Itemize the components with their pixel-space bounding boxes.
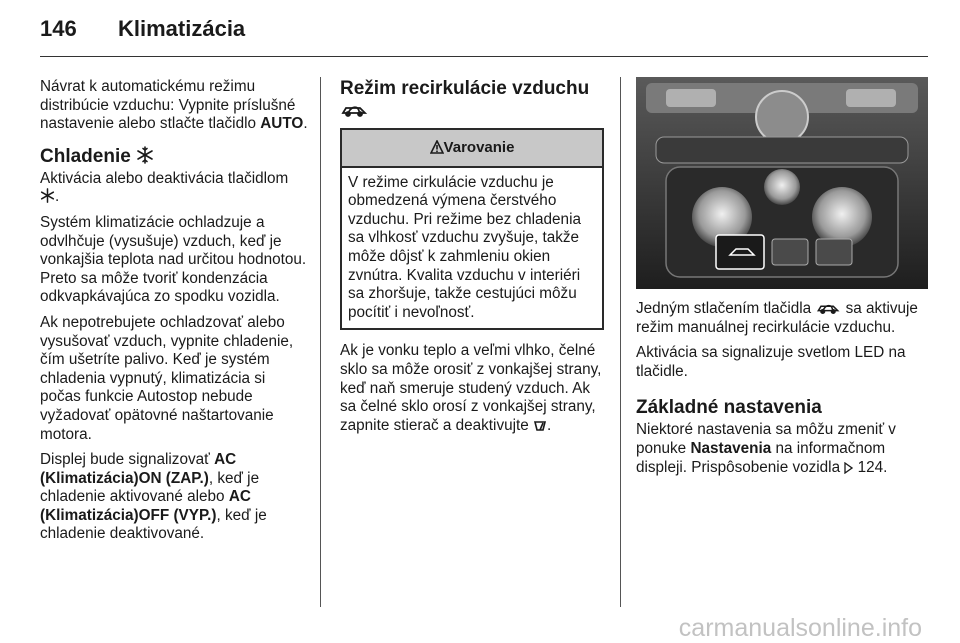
cooling-toggle-text: Aktivácia alebo deaktivácia tlačidlom .	[40, 169, 289, 206]
intro-paragraph: Návrat k automatickému režimu distribúcie vzduchu: Vypnite príslušné nastavenie alebo stlačte tlačidlo AUTO.	[40, 78, 308, 133]
cooling-heading: Chladenie	[40, 146, 308, 168]
watermark: carmanualsonline.info	[678, 614, 922, 642]
fogging-paragraph: Ak je vonku teplo a veľmi vlhko, čelné sklo sa môže orosiť z vonkajšej strany, keď naň smeruje studený vzduch. Ak sa čelné sklo orosí z vonkajšej strany, zapnite stierač a deaktivujte .	[340, 342, 602, 434]
warning-header: Varovanie	[342, 130, 602, 168]
basic-settings-heading: Základné nastavenia	[636, 397, 822, 419]
cooling-paragraph: Ak nepotrebujete ochladzovať alebo vysušovať vzduch, vypnite chladenie, čím ušetríte palivo. Keď je systém chladenia vypnutý, klimatizácia si počas funkcie Autostop nebude vyžadovať opätovné naštartovanie motora.	[40, 313, 294, 443]
page-number: 146	[40, 16, 77, 41]
car-recirculation-icon	[340, 102, 368, 118]
snowflake-icon	[136, 146, 154, 164]
recirculation-paragraph: Jedným stlačením tlačidla sa aktivuje režim manuálnej recirkulácie vzduchu.	[636, 300, 918, 336]
column-divider	[620, 77, 621, 607]
display-paragraph: Displej bude signalizovať AC (Klimatizácia)ON (ZAP.), keď je chladenie aktivované alebo AC (Klimatizácia)OFF (VYP.), keď je chladenie deaktivované.	[40, 451, 267, 543]
cooling-paragraph: Systém klimatizácie ochladzuje a odvlhčuje (vysušuje) vzduch, keď je vonkajšia teplota nad určitou hodnotou. Preto sa môže tvoriť kondenzácia odkvapkávajúca zo spodku vozidla.	[40, 213, 307, 306]
column-right	[636, 300, 928, 484]
reference-arrow-icon	[844, 462, 853, 474]
header-rule	[40, 56, 928, 57]
car-recirculation-icon	[815, 301, 841, 315]
climate-control-panel-photo	[636, 77, 928, 289]
column-middle	[340, 78, 604, 442]
warning-text: V režime cirkulácie vzduchu je obmedzená výmena čerstvého vzduchu. Pri režime bez chladenia sa vlhkosť vzduchu zvyšuje, takže môže dôjsť k zahmleniu okien zvnútra. Kvalita vzduchu v interiéri sa zhoršuje, takže cestujúci môžu pocítiť i nevoľnosť.	[348, 173, 581, 321]
recirculation-heading: Režim recirkulácie vzduchu	[340, 78, 604, 122]
windscreen-defrost-icon	[533, 418, 547, 432]
snowflake-icon	[40, 188, 55, 203]
column-divider	[320, 77, 321, 607]
warning-triangle-icon	[430, 140, 444, 154]
basic-settings-paragraph: Niektoré nastavenia sa môžu zmeniť v ponuke Nastavenia na informačnom displeji. Prispôsobenie vozidla 124.	[636, 421, 896, 476]
column-left	[40, 78, 308, 551]
page-title: Klimatizácia	[118, 16, 246, 41]
led-paragraph: Aktivácia sa signalizuje svetlom LED na tlačidle.	[636, 344, 906, 380]
warning-box	[340, 128, 604, 330]
